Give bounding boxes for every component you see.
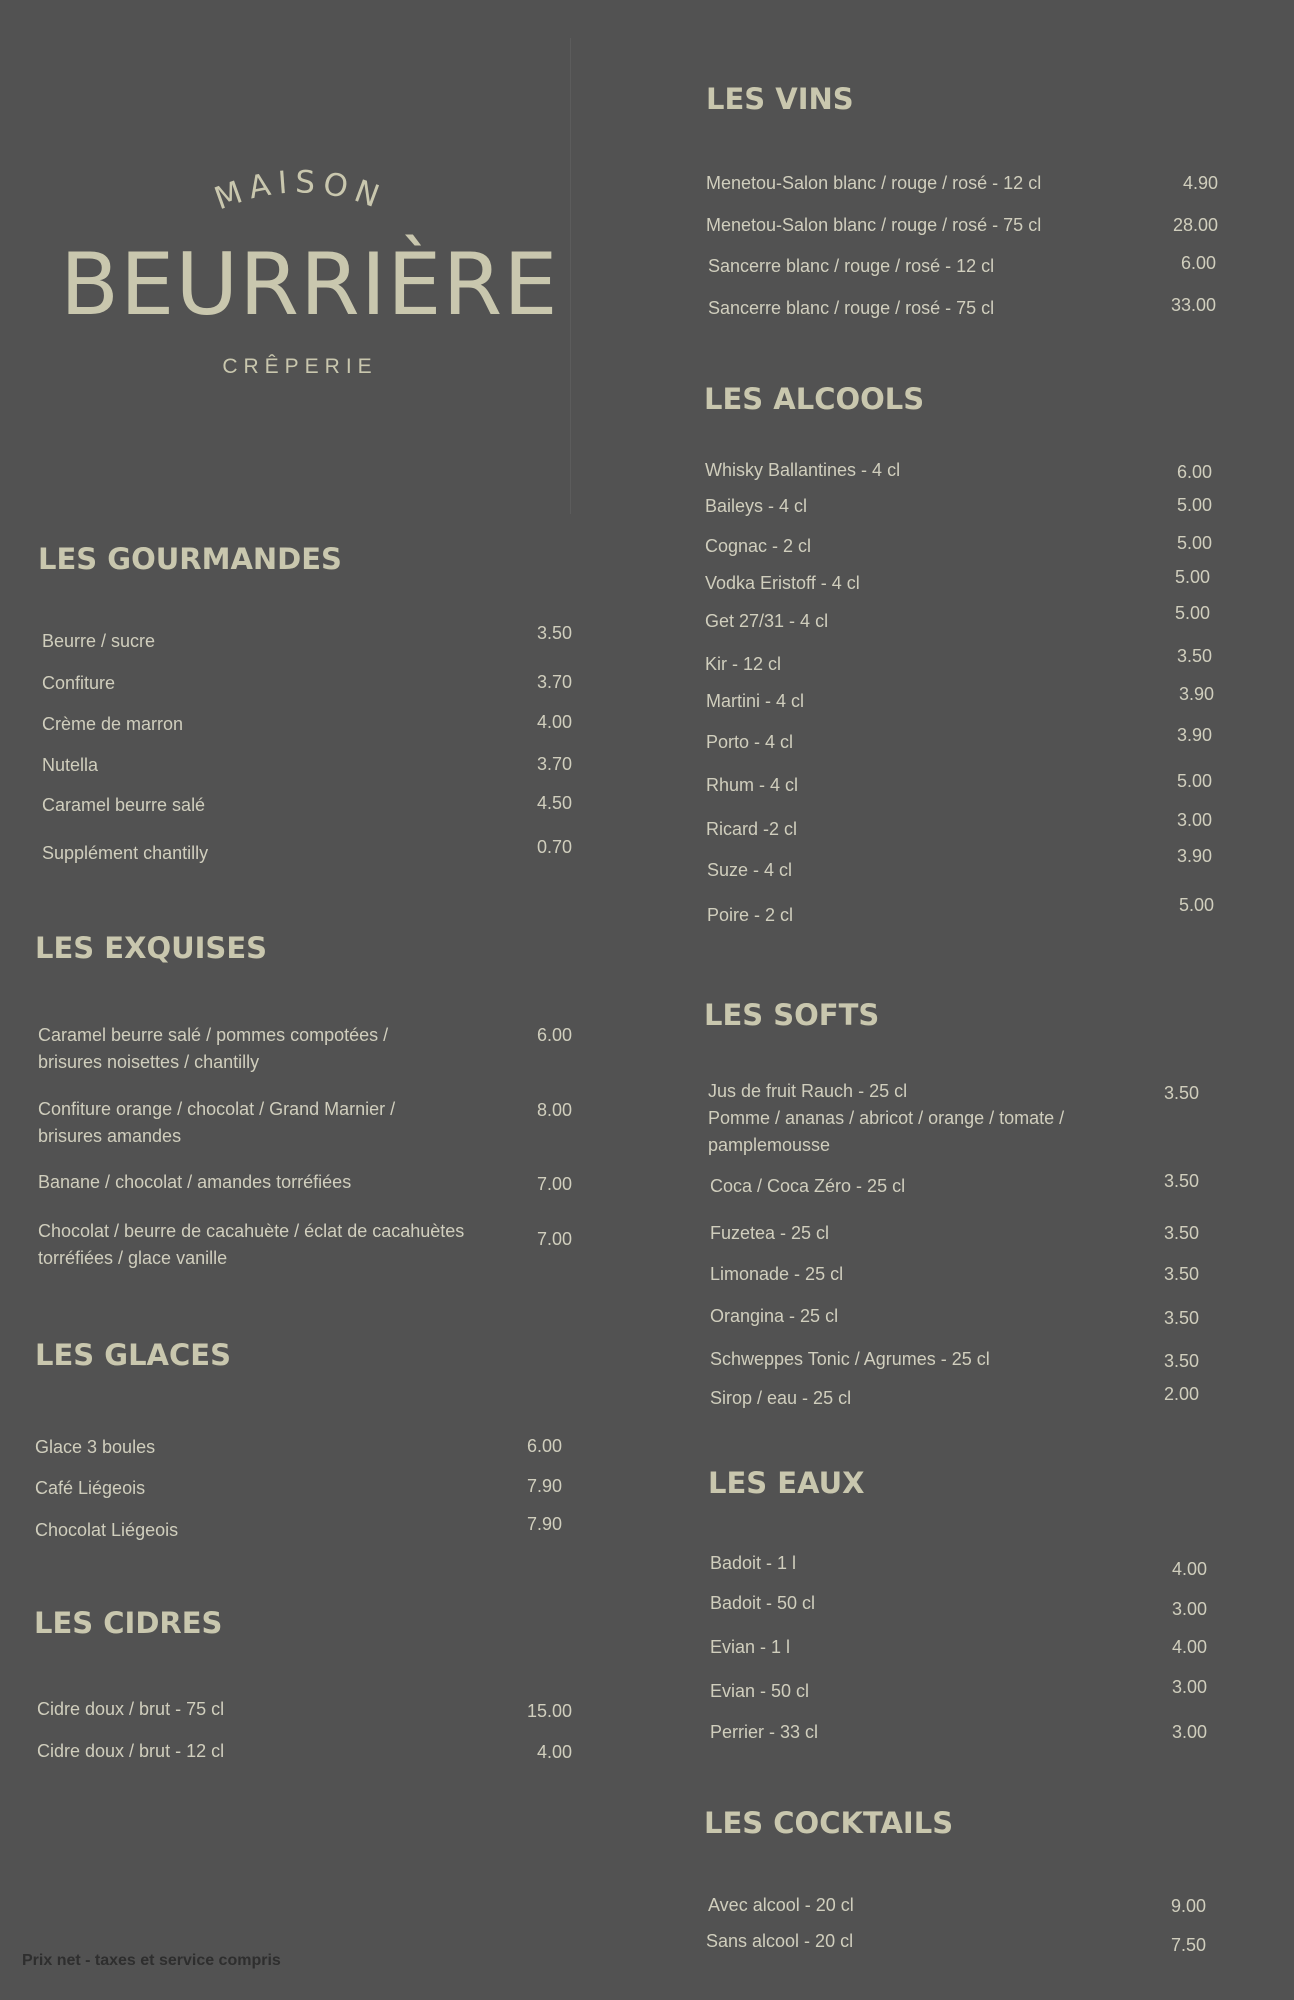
menu-price: 33.00: [1170, 295, 1216, 315]
menu-item: Menetou-Salon blanc / rouge / rosé - 12 cl: [706, 173, 1042, 193]
section-title: LES VINS: [706, 82, 854, 116]
menu-price: 3.00: [1176, 810, 1212, 830]
menu-price: 6.00: [1176, 462, 1212, 482]
logo-main-text: BEURRIÈRE: [60, 235, 559, 335]
menu-price: 5.00: [1178, 895, 1214, 915]
menu-item: Caramel beurre salé / pommes compotées / brisures noisettes / chantilly: [38, 1025, 389, 1072]
menu-price: 8.00: [536, 1100, 572, 1120]
menu-item: Schweppes Tonic / Agrumes - 25 cl: [710, 1349, 990, 1369]
section-cidres: [34, 1606, 580, 1776]
menu-price: 5.00: [1174, 603, 1210, 623]
section-glaces: [35, 1338, 580, 1548]
menu-item: Coca / Coca Zéro - 25 cl: [710, 1176, 906, 1196]
menu-item: Evian - 50 cl: [710, 1681, 810, 1701]
menu-item: Martini - 4 cl: [706, 691, 805, 711]
menu-price: 3.90: [1178, 684, 1214, 704]
menu-item: Porto - 4 cl: [706, 732, 794, 752]
menu-price: 9.00: [1170, 1896, 1206, 1916]
menu-item: Supplément chantilly: [42, 843, 209, 863]
section-title: LES SOFTS: [704, 998, 880, 1032]
menu-item: Café Liégeois: [35, 1478, 146, 1498]
menu-price: 6.00: [536, 1025, 572, 1045]
menu-item: Beurre / sucre: [42, 631, 156, 651]
section-cocktails: [704, 1806, 1244, 1956]
menu-item: Suze - 4 cl: [707, 860, 793, 880]
logo-top-text: MAISON: [209, 164, 391, 218]
menu-item: Badoit - 50 cl: [710, 1593, 816, 1613]
menu-price: 6.00: [526, 1436, 562, 1456]
menu-item: Perrier - 33 cl: [710, 1722, 819, 1742]
menu-item: Caramel beurre salé: [42, 795, 206, 815]
section-title: LES EXQUISES: [35, 931, 268, 965]
menu-price: 3.00: [1171, 1677, 1207, 1697]
menu-item: Nutella: [42, 755, 99, 775]
menu-item: Glace 3 boules: [35, 1437, 156, 1457]
menu-item: Badoit - 1 l: [710, 1553, 797, 1573]
menu-item: Sirop / eau - 25 cl: [710, 1388, 852, 1408]
section-softs: [704, 998, 1244, 1418]
menu-item: Sancerre blanc / rouge / rosé - 75 cl: [708, 298, 995, 318]
menu-price: 3.50: [1163, 1308, 1199, 1328]
menu-item: Orangina - 25 cl: [710, 1306, 839, 1326]
menu-item: Fuzetea - 25 cl: [710, 1223, 830, 1243]
menu-item: Poire - 2 cl: [707, 905, 794, 925]
menu-price: 6.00: [1180, 253, 1216, 273]
section-title: LES EAUX: [708, 1466, 865, 1500]
menu-item: Sans alcool - 20 cl: [706, 1931, 854, 1951]
menu-item: Limonade - 25 cl: [710, 1264, 844, 1284]
menu-price: 7.50: [1170, 1935, 1206, 1955]
menu-item: Cognac - 2 cl: [705, 536, 812, 556]
section-gourmandes: [38, 542, 578, 882]
menu-item: Kir - 12 cl: [705, 654, 782, 674]
menu-item: Crème de marron: [42, 714, 184, 734]
menu-price: 7.00: [536, 1174, 572, 1194]
logo-arc-text: [60, 150, 540, 240]
menu-price: 3.90: [1176, 846, 1212, 866]
menu-item: Whisky Ballantines - 4 cl: [705, 460, 901, 480]
menu-price: 0.70: [536, 837, 572, 857]
menu-item: Jus de fruit Rauch - 25 cl Pomme / ananas / abricot / orange / tomate / pamplemousse: [708, 1081, 1065, 1155]
menu-item: Ricard -2 cl: [706, 819, 798, 839]
section-title: LES ALCOOLS: [704, 382, 925, 416]
menu-price: 3.50: [1163, 1223, 1199, 1243]
menu-item: Chocolat / beurre de cacahuète / éclat de cacahuètes torréfiées / glace vanille: [38, 1221, 465, 1268]
section-title: LES COCKTAILS: [704, 1806, 954, 1840]
section-eaux: [708, 1466, 1244, 1756]
menu-item: Vodka Eristoff - 4 cl: [705, 573, 860, 593]
section-title: LES GLACES: [35, 1338, 231, 1372]
menu-price: 4.00: [1171, 1559, 1207, 1579]
menu-price: 4.50: [536, 793, 572, 813]
menu-price: 5.00: [1176, 771, 1212, 791]
menu-price: 3.70: [536, 672, 572, 692]
menu-price: 7.90: [526, 1514, 562, 1534]
menu-price: 5.00: [1174, 567, 1210, 587]
section-title: LES GOURMANDES: [38, 542, 342, 576]
menu-item: Cidre doux / brut - 12 cl: [37, 1741, 225, 1761]
section-alcools: [704, 382, 1244, 942]
menu-price: 3.50: [1163, 1171, 1199, 1191]
column-divider: [570, 38, 571, 514]
logo-sub-text: CRÊPERIE: [222, 355, 378, 378]
menu-price: 3.50: [1176, 646, 1212, 666]
menu-item: Sancerre blanc / rouge / rosé - 12 cl: [708, 256, 995, 276]
menu-item: Confiture orange / chocolat / Grand Marnier / brisures amandes: [38, 1099, 396, 1146]
menu-item: Banane / chocolat / amandes torréfiées: [38, 1172, 352, 1192]
menu-item: Baileys - 4 cl: [705, 496, 808, 516]
menu-item: Confiture: [42, 673, 116, 693]
menu-price: 3.50: [1163, 1264, 1199, 1284]
menu-price: 3.50: [1163, 1351, 1199, 1371]
menu-price: 2.00: [1163, 1384, 1199, 1404]
menu-price: 3.00: [1171, 1722, 1207, 1742]
menu-item: Menetou-Salon blanc / rouge / rosé - 75 cl: [706, 215, 1042, 235]
footer-note: Prix net - taxes et service compris: [22, 1952, 281, 1969]
section-title: LES CIDRES: [34, 1606, 223, 1640]
menu-price: 28.00: [1172, 215, 1218, 235]
menu-price: 4.00: [1171, 1637, 1207, 1657]
menu-price: 5.00: [1176, 533, 1212, 553]
section-vins: [706, 82, 1246, 332]
menu-item: Evian - 1 l: [710, 1637, 791, 1657]
menu-price: 3.70: [536, 754, 572, 774]
menu-price: 3.00: [1171, 1599, 1207, 1619]
menu-item: Cidre doux / brut - 75 cl: [37, 1699, 225, 1719]
menu-price: 4.00: [536, 712, 572, 732]
menu-item: Get 27/31 - 4 cl: [705, 611, 829, 631]
menu-item: Rhum - 4 cl: [706, 775, 799, 795]
menu-price: 3.50: [536, 623, 572, 643]
menu-price: 3.90: [1176, 725, 1212, 745]
menu-price: 3.50: [1163, 1083, 1199, 1103]
menu-price: 4.00: [536, 1742, 572, 1762]
menu-price: 15.00: [526, 1701, 572, 1721]
menu-price: 5.00: [1176, 495, 1212, 515]
section-exquises: [35, 931, 580, 1291]
menu-item: Chocolat Liégeois: [35, 1520, 179, 1540]
svg-text:MAISON: [210, 164, 391, 217]
menu-price: 7.90: [526, 1476, 562, 1496]
menu-price: 7.00: [536, 1229, 572, 1249]
menu-item: Avec alcool - 20 cl: [708, 1895, 854, 1915]
logo: [60, 150, 559, 390]
menu-price: 4.90: [1182, 173, 1218, 193]
